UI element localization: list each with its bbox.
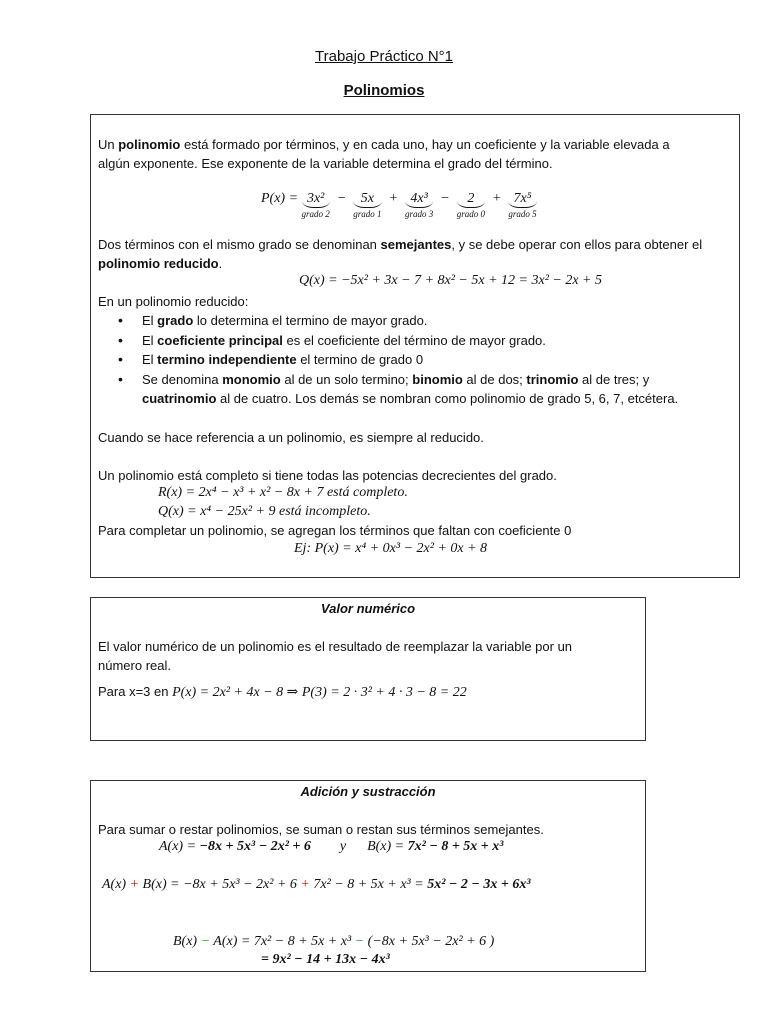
valor-numerico-example: Para x=3 en P(x) = 2x² + 4x − 8 ⇒ P(3) = 2 · 3² + 4 · 3 − 8 = 22 [98,684,467,700]
px-term: 4x³ grado 3 [404,191,434,219]
list-item: • Se denomina monomio al de un solo termino; binomio al de dos; trinomio al de tres; y cuatrinomio al de cuatro. Los demás se nombran como polinomio de grado 5, 6, 7, etcétera. [98,370,722,409]
completo-line: Un polinomio está completo si tiene todas las potencias decrecientes del grado. [98,468,557,483]
referencia-line: Cuando se hace referencia a un polinomio, es siempre al reducido. [98,430,484,445]
document-title: Trabajo Práctico N°1 [315,48,453,65]
px-term: 2 grado 0 [456,191,485,219]
intro-line-1: Un polinomio está formado por términos, y en cada uno, hay un coeficiente y la variable elevada a [98,137,670,152]
difference-result: = 9x² − 14 + 13x − 4x³ [261,952,390,967]
rx-equation: R(x) = 2x⁴ − x³ + x² − 8x + 7 está completo. [158,485,408,500]
difference-equation: B(x) − A(x) = 7x² − 8 + 5x + x³ − (−8x + 5x³ − 2x² + 6 ) [173,934,495,949]
document-subtitle: Polinomios [343,82,425,99]
qx-incomplete-equation: Q(x) = x⁴ − 25x² + 9 está incompleto. [158,504,371,519]
completar-line: Para completar un polinomio, se agregan los términos que faltan con coeficiente 0 [98,523,572,538]
valor-numerico-text-1: El valor numérico de un polinomio es el resultado de reemplazar la variable por un [98,639,573,654]
reducido-line: polinomio reducido. [98,256,223,271]
example-equation: Ej: P(x) = x⁴ + 0x³ − 2x² + 0x + 8 [294,541,488,556]
valor-numerico-heading: Valor numérico [320,601,416,616]
qx-reduction-equation: Q(x) = −5x² + 3x − 7 + 8x² − 5x + 12 = 3x² − 2x + 5 [299,273,602,288]
adicion-text: Para sumar o restar polinomios, se suman o restan sus términos semejantes. [98,822,544,837]
reducido-properties-list [98,311,722,409]
ax-bx-definitions: A(x) = −8x + 5x³ − 2x² + 6 y B(x) = 7x² − 8 + 5x + x³ [159,839,504,854]
list-item: • El grado lo determina el termino de mayor grado. [98,311,722,331]
px-term: 5x grado 1 [353,191,382,219]
adicion-heading: Adición y sustracción [300,784,436,799]
list-item: • El coeficiente principal es el coeficiente del término de mayor grado. [98,331,722,351]
valor-numerico-text-2: número real. [98,658,171,673]
en-reducido-line: En un polinomio reducido: [98,294,249,309]
polinomios-definition-box [90,114,740,578]
px-lhs: P(x) = [261,191,299,206]
px-term: 3x² grado 2 [301,191,330,219]
semejantes-line: Dos términos con el mismo grado se denominan semejantes, y se debe operar con ellos para obtener el [98,237,703,252]
intro-line-2: algún exponente. Ese exponente de la variable determina el grado del término. [98,156,553,171]
list-item: • El termino independiente el termino de grado 0 [98,350,722,370]
px-term: 7x⁵ grado 5 [508,191,537,219]
adicion-sustraccion-box [90,780,646,972]
sum-equation: A(x) + B(x) = −8x + 5x³ − 2x² + 6 + 7x² − 8 + 5x + x³ = 5x² − 2 − 3x + 6x³ [102,877,531,892]
valor-numerico-equation: P(x) = 2x² + 4x − 8 ⇒ P(3) = 2 · 3² + 4 · 3 − 8 = 22 [172,685,467,700]
valor-numerico-box [90,597,646,741]
polinomio-term: polinomio [118,137,181,152]
px-degree-equation: P(x) = 3x² grado 2 − 5x grado 1 + 4x³ grado 3 − 2 grado 0 + 7x⁵ grado 5 [261,191,537,219]
